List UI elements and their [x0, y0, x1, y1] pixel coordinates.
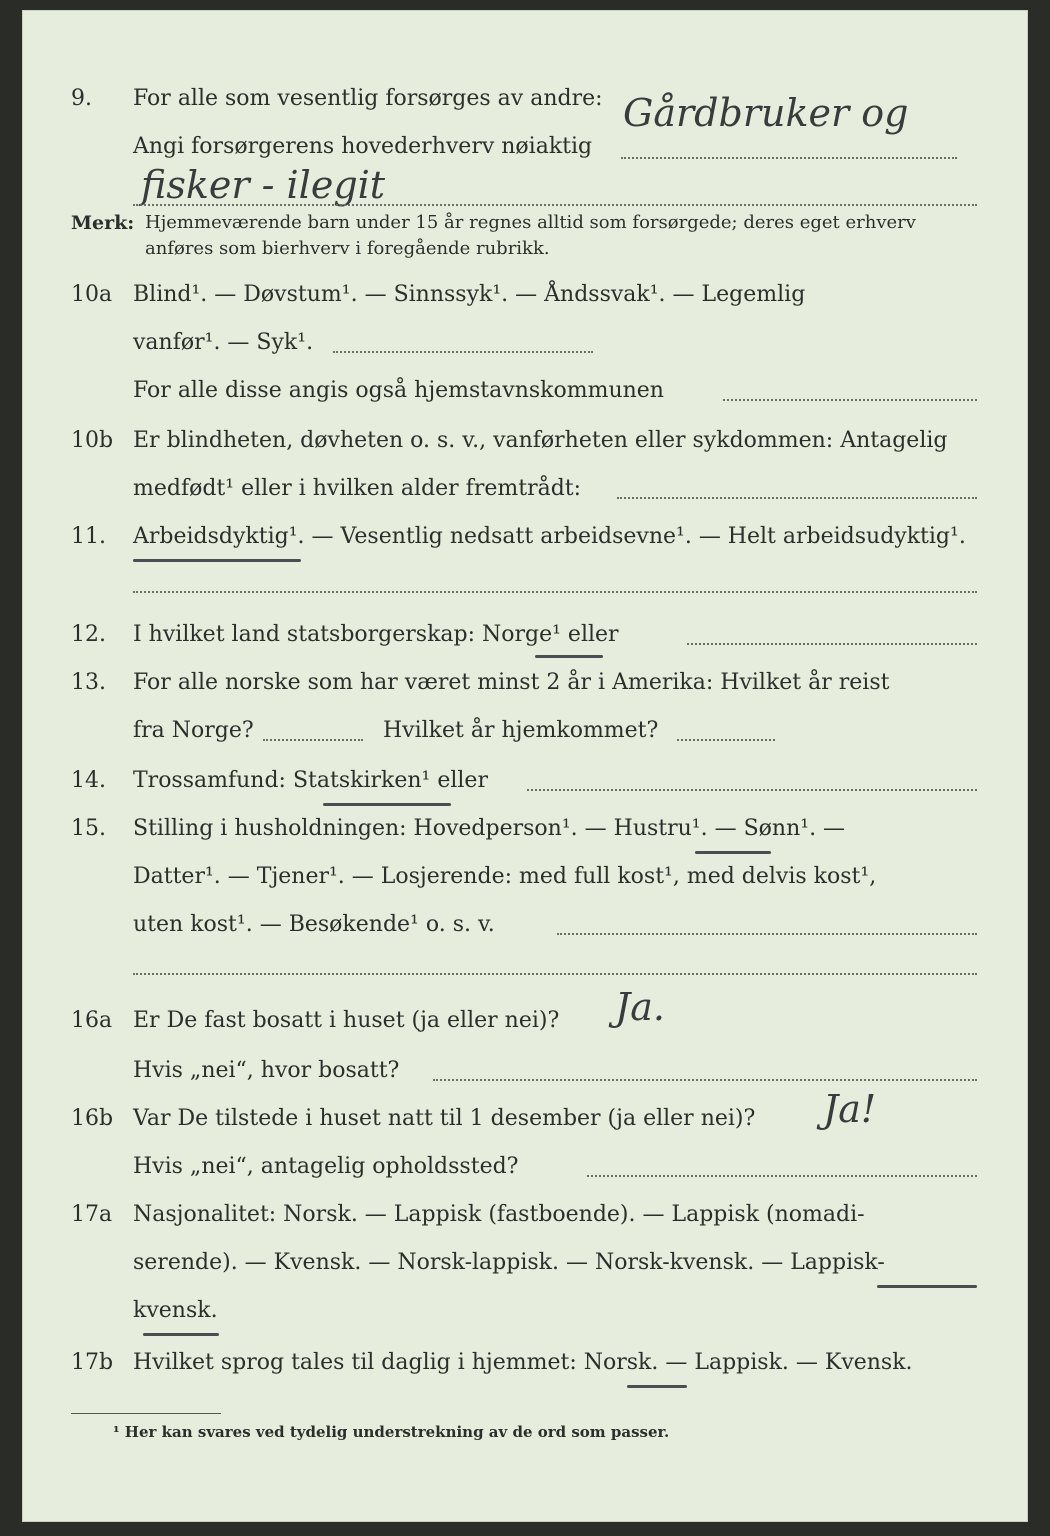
q9-text: For alle som vesentlig forsørges av andre: [133, 86, 603, 111]
q13-text: For alle norske som har været minst 2 år i Amerika: Hvilket år reist [133, 670, 890, 695]
q11-row [23, 517, 1027, 557]
q17a-row [23, 1195, 1027, 1235]
q17b-row [23, 1343, 1027, 1383]
q12-number: 12. [71, 622, 106, 647]
q16b-row [23, 1099, 1027, 1139]
q13-text-2a: fra Norge? [133, 718, 254, 743]
q10a-row-2 [23, 323, 1027, 363]
q13-row-2 [23, 711, 1027, 751]
q10a-answer-line-2 [723, 399, 977, 401]
q15-text-2: Datter¹. — Tjener¹. — Losjerende: med full kost¹, med delvis kost¹, [133, 864, 877, 889]
q9-row-2 [23, 127, 1027, 167]
q10a-row-3 [23, 371, 1027, 411]
q9-answer-line [621, 157, 957, 159]
q17a-number: 17a [71, 1202, 113, 1227]
footnote: ¹ Her kan svares ved tydelig understrekning av de ord som passer. [113, 1423, 670, 1441]
merk-row [23, 209, 1027, 237]
q16b-answer-handwriting: Ja! [823, 1087, 877, 1131]
q14-row [23, 761, 1027, 801]
q17a-row-3 [23, 1291, 1027, 1331]
q10b-text: Er blindheten, døvheten o. s. v., vanførheten eller sykdommen: Antagelig [133, 428, 948, 453]
q12-row [23, 615, 1027, 655]
q17b-text: Hvilket sprog tales til daglig i hjemmet: Norsk. — Lappisk. — Kvensk. [133, 1350, 913, 1375]
q11-number: 11. [71, 524, 106, 549]
q17a-text: Nasjonalitet: Norsk. — Lappisk (fastboende). — Lappisk (nomadi- [133, 1202, 865, 1227]
q17a-text-3: kvensk. [133, 1298, 218, 1323]
q11-answer-line [133, 591, 977, 593]
census-form-page [22, 10, 1028, 1522]
merk-row-2 [23, 235, 1027, 263]
q15-row-3 [23, 905, 1027, 945]
q9-instruction: Angi forsørgerens hovederhverv nøiaktig [133, 134, 593, 159]
q11-text: Arbeidsdyktig¹. — Vesentlig nedsatt arbeidsevne¹. — Helt arbeidsudyktig¹. [133, 524, 966, 549]
q16b-answer-line [587, 1175, 977, 1177]
q17a-underline-mark-2 [143, 1333, 219, 1336]
q10a-text: Blind¹. — Døvstum¹. — Sinnssyk¹. — Åndssvak¹. — Legemlig [133, 282, 806, 307]
q12-text: I hvilket land statsborgerskap: Norge¹ eller [133, 622, 619, 647]
q16a-row [23, 1001, 1027, 1041]
q12-answer-line [687, 643, 977, 645]
merk-label: Merk: [71, 212, 135, 234]
q16a-text: Er De fast bosatt i huset (ja eller nei)? [133, 1008, 560, 1033]
q16b-row-2 [23, 1147, 1027, 1187]
q13-answer-line-2 [677, 739, 775, 741]
q16b-text-2: Hvis „nei“, antagelig opholdssted? [133, 1154, 519, 1179]
q15-underline-mark [695, 851, 771, 854]
merk-text-2: anføres som bierhverv i foregående rubrikk. [145, 238, 550, 259]
q15-row-2 [23, 857, 1027, 897]
q13-text-2b: Hvilket år hjemkommet? [383, 718, 659, 743]
q13-answer-line-1 [263, 739, 363, 741]
q15-answer-line-2 [133, 973, 977, 975]
q9-answer-handwriting-2: fisker - ilegit [141, 163, 386, 207]
q11-underline-mark [133, 559, 301, 562]
q15-answer-line [557, 933, 977, 935]
q10b-answer-line [617, 497, 977, 499]
q10b-number: 10b [71, 428, 114, 453]
q10a-text-2: vanfør¹. — Syk¹. [133, 330, 314, 355]
q17a-row-2 [23, 1243, 1027, 1283]
merk-text: Hjemmeværende barn under 15 år regnes alltid som forsørgede; deres eget erhverv [145, 212, 916, 233]
q12-underline-mark [535, 655, 603, 658]
q14-number: 14. [71, 768, 106, 793]
q10b-row [23, 421, 1027, 461]
q9-number: 9. [71, 86, 92, 111]
q10a-row [23, 275, 1027, 315]
q9-answer-line-2 [133, 204, 977, 206]
q17a-text-2: serende). — Kvensk. — Norsk-lappisk. — Norsk-kvensk. — Lappisk- [133, 1250, 885, 1275]
q13-row [23, 663, 1027, 703]
q16a-text-2: Hvis „nei“, hvor bosatt? [133, 1058, 400, 1083]
q15-text: Stilling i husholdningen: Hovedperson¹. — Hustru¹. — Sønn¹. — [133, 816, 846, 841]
q16a-number: 16a [71, 1008, 113, 1033]
q10a-number: 10a [71, 282, 113, 307]
q9-answer-handwriting-1: Gårdbruker og [623, 91, 909, 135]
q15-number: 15. [71, 816, 106, 841]
q10a-answer-line [333, 351, 593, 353]
q13-number: 13. [71, 670, 106, 695]
footnote-rule [71, 1413, 221, 1414]
q10b-row-2 [23, 469, 1027, 509]
q16b-number: 16b [71, 1106, 114, 1131]
q16a-row-2 [23, 1051, 1027, 1091]
q16b-text: Var De tilstede i huset natt til 1 desember (ja eller nei)? [133, 1106, 756, 1131]
q17b-underline-mark [627, 1385, 687, 1388]
q17a-underline-mark-1 [877, 1285, 977, 1288]
q10a-text-3: For alle disse angis også hjemstavnskommunen [133, 378, 664, 403]
q15-row [23, 809, 1027, 849]
q10b-text-2: medfødt¹ eller i hvilken alder fremtrådt: [133, 476, 582, 501]
q14-answer-line [527, 789, 977, 791]
q14-underline-mark [323, 803, 451, 806]
q16a-answer-handwriting: Ja. [615, 985, 665, 1029]
q14-text: Trossamfund: Statskirken¹ eller [133, 768, 488, 793]
q15-text-3: uten kost¹. — Besøkende¹ o. s. v. [133, 912, 495, 937]
q16a-answer-line [433, 1079, 977, 1081]
q17b-number: 17b [71, 1350, 114, 1375]
